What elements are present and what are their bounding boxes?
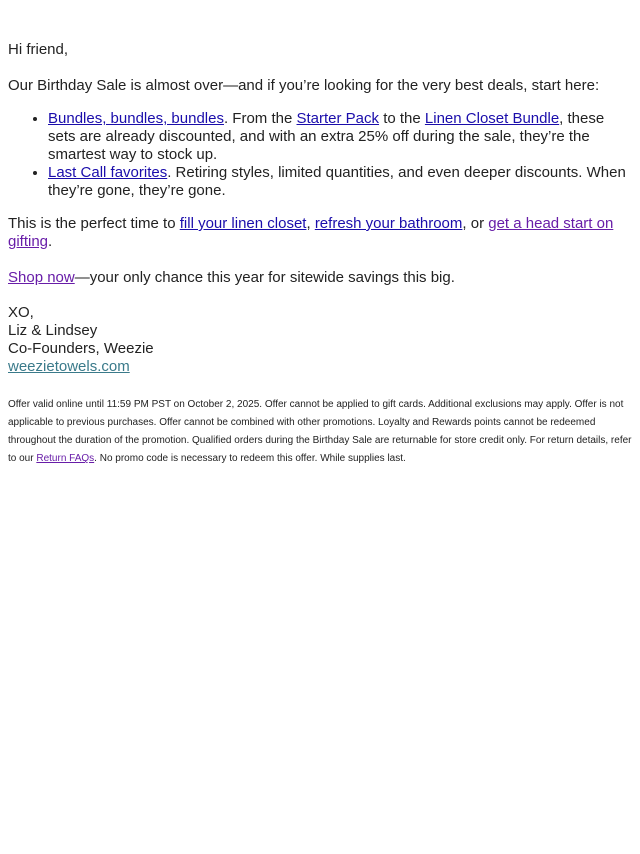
last-call-link[interactable]: Last Call favorites [48,164,168,181]
starter-pack-link[interactable]: Starter Pack [296,110,380,127]
greeting: Hi friend, [8,41,69,58]
signoff-title: Co-Founders, Weezie [8,340,154,357]
offer-text: to the [379,110,425,127]
return-faqs-link[interactable]: Return FAQs [36,453,95,464]
fine-print-text: Offer valid online until 11:59 PM PST on October 2, 2025. Offer cannot be applied to gift cards. Additional exclusions may apply. Offer is not applicable to previous purchases. Offer cannot be combined with other promotions. Loyalty and Rewards points cannot be redeemed throughout the duration of the promotion. Qualified orders during the Birthday Sale are returnable for store credit only. For return details, refer to our [8,399,632,464]
offers-list [8,110,632,200]
signoff-names: Liz & Lindsey [8,322,98,339]
bathroom-link[interactable]: refresh your bathroom [314,215,463,232]
shop-now-link[interactable]: Shop now [8,269,75,286]
list-item [48,110,632,164]
offer-text: . From the [223,110,297,127]
offer-text: . Retiring styles, limited quantities, and even deeper discounts. When they’re gone, they’re gone. [48,164,626,199]
paragraph-text: , or [462,215,489,232]
signoff-xo: XO, [8,304,34,321]
paragraph-text: , [306,215,315,232]
offer-text: , these sets are already discounted, and with an extra 25% off during the sale, they’re the smartest way to stock up. [48,110,605,163]
list-item [48,164,632,200]
bundles-link[interactable]: Bundles, bundles, bundles [48,110,224,127]
paragraph-text: This is the perfect time to [8,215,180,232]
fine-print [8,396,632,468]
website-link[interactable]: weezietowels.com [8,358,130,375]
signoff [8,304,632,376]
linen-closet-bundle-link[interactable]: Linen Closet Bundle [424,110,560,127]
gifting-link[interactable]: get a head start on gifting [8,215,614,250]
intro-paragraph: Our Birthday Sale is almost over—and if you’re looking for the very best deals, start here: [8,77,600,94]
paragraph-text: . [48,233,53,250]
shop-now-paragraph [8,269,632,287]
linen-closet-link[interactable]: fill your linen closet [179,215,307,232]
perfect-time-paragraph [8,215,632,251]
paragraph-text: —your only chance this year for sitewide savings this big. [74,269,455,286]
fine-print-text: . No promo code is necessary to redeem this offer. While supplies last. [94,453,406,464]
